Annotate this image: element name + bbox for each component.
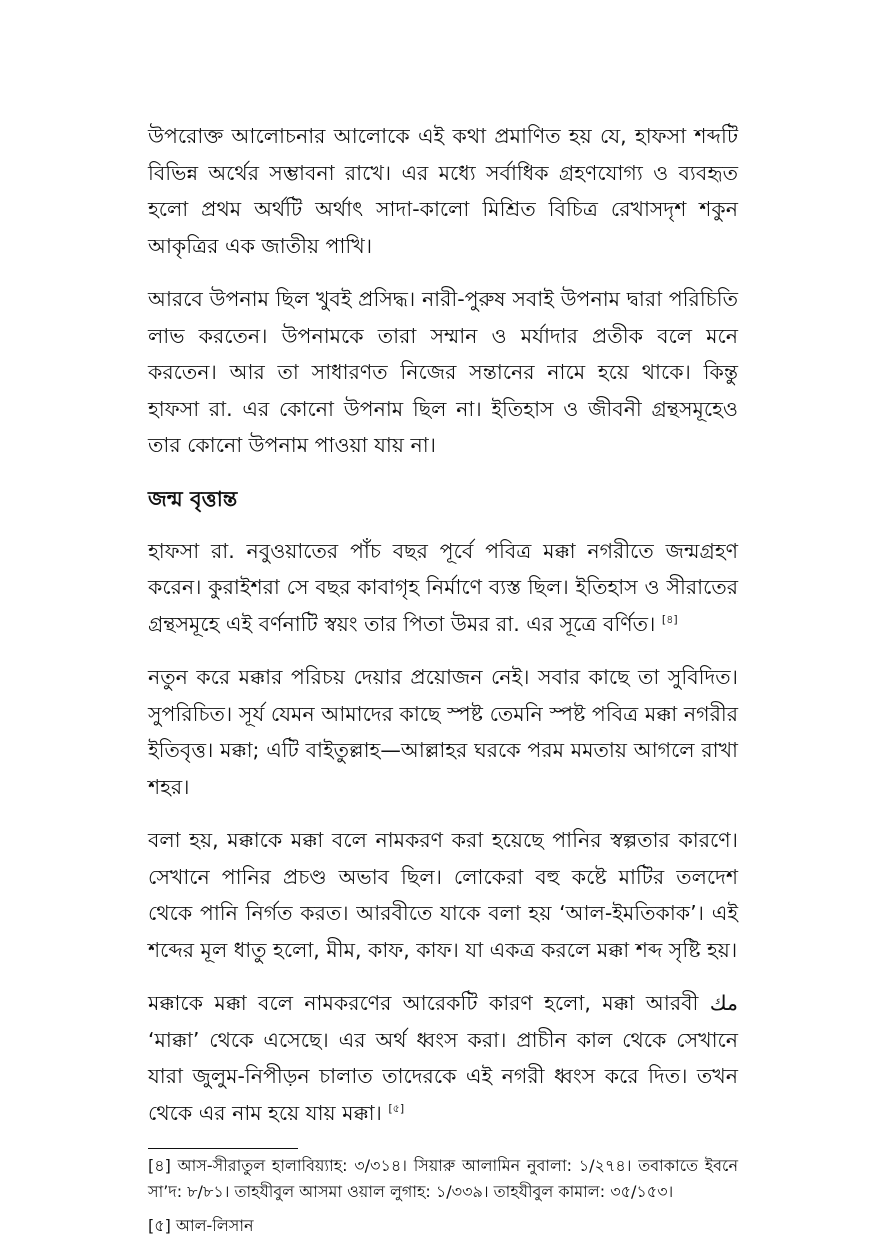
footnote-4: [৪] আস-সীরাতুল হালাবিয়্যাহ: ৩/৩১৪। সিয়ারু আলামিন নুবালা: ১/২৭৪। তবাকাতে ইবনে সা’দ: ৮/৮১। তাহযীবুল আসমা ওয়াল লুগাহ: ১/৩৩৯। তাহযীবুল কামাল: ৩৫/১৫৩।	[148, 1156, 738, 1201]
footnote-5: [৫] আল-লিসান	[148, 1216, 254, 1235]
document-page	[148, 118, 738, 1239]
paragraph-4: নতুন করে মক্কার পরিচয় দেয়ার প্রয়োজন নেই। সবার কাছে তা সুবিদিত। সুপরিচিত। সূর্য যেমন আমাদের কাছে স্পষ্ট তেমনি স্পষ্ট পবিত্র মক্কা নগরীর ইতিবৃত্ত। মক্কা; এটি বাইতুল্লাহ—আল্লাহর ঘরকে পরম মমতায় আগলে রাখা শহর।	[148, 665, 738, 799]
paragraph-2: আরবে উপনাম ছিল খুবই প্রসিদ্ধ। নারী-পুরুষ সবাই উপনাম দ্বারা পরিচিতি লাভ করতেন। উপনামকে তারা সম্মান ও মর্যাদার প্রতীক বলে মনে করতেন। আর তা সাধারণত নিজের সন্তানের নামে হয়ে থাকে। কিন্তু হাফসা রা. এর কোনো উপনাম ছিল না। ইতিহাস ও জীবনী গ্রন্থসমূহেও তার কোনো উপনাম পাওয়া যায় না।	[148, 287, 738, 457]
paragraph-6-text-a: মক্কাকে মক্কা বলে নামকরণের আরেকটি কারণ হলো, মক্কা আরবী	[148, 991, 710, 1015]
paragraph-5: বলা হয়, মক্কাকে মক্কা বলে নামকরণ করা হয়েছে পানির স্বল্পতার কারণে। সেখানে পানির প্রচণ্ড অভাব ছিল। লোকেরা বহু কষ্টে মাটির তলদেশ থেকে পানি নির্গত করত। আরবীতে যাকে বলা হয় ‘আল-ইমতিকাক’। এই শব্দের মূল ধাতু হলো, মীম, কাফ, কাফ। যা একত্র করলে মক্কা শব্দ সৃষ্টি হয়।	[148, 828, 738, 962]
section-heading: জন্ম বৃত্তান্ত	[148, 486, 238, 511]
footnote-divider	[148, 1148, 298, 1149]
paragraph-6-text-b: ‘মাক্কা’ থেকে এসেছে। এর অর্থ ধ্বংস করা। প্রাচীন কাল থেকে সেখানে যারা জুলুম-নিপীড়ন চালাত তাদেরকে এই নগরী ধ্বংস করে দিত। তখন থেকে এর নাম হয়ে যায় মক্কা।	[148, 1027, 738, 1125]
paragraph-3-text: হাফসা রা. নবুওয়াতের পাঁচ বছর পূর্বে পবিত্র মক্কা নগরীতে জন্মগ্রহণ করেন। কুরাইশরা সে বছর কাবাগৃহ নির্মাণে ব্যস্ত ছিল। ইতিহাস ও সীরাতের গ্রন্থসমূহে এই বর্ণনাটি স্বয়ং তার পিতা উমর রা. এর সূত্রে বর্ণিত।	[148, 538, 738, 636]
footnote-ref-5: [৫]	[388, 1101, 405, 1115]
arabic-word: مك	[709, 991, 738, 1015]
footnote-ref-4: [৪]	[661, 612, 678, 626]
paragraph-1: উপরোক্ত আলোচনার আলোকে এই কথা প্রমাণিত হয় যে, হাফসা শব্দটি বিভিন্ন অর্থের সম্ভাবনা রাখে। এর মধ্যে সর্বাধিক গ্রহণযোগ্য ও ব্যবহৃত হলো প্রথম অর্থটি অর্থাৎ সাদা-কালো মিশ্রিত বিচিত্র রেখাসদৃশ শকুন আকৃত্রির এক জাতীয় পাখি।	[148, 124, 738, 258]
paragraph-3	[148, 533, 738, 643]
paragraph-6	[148, 985, 738, 1131]
